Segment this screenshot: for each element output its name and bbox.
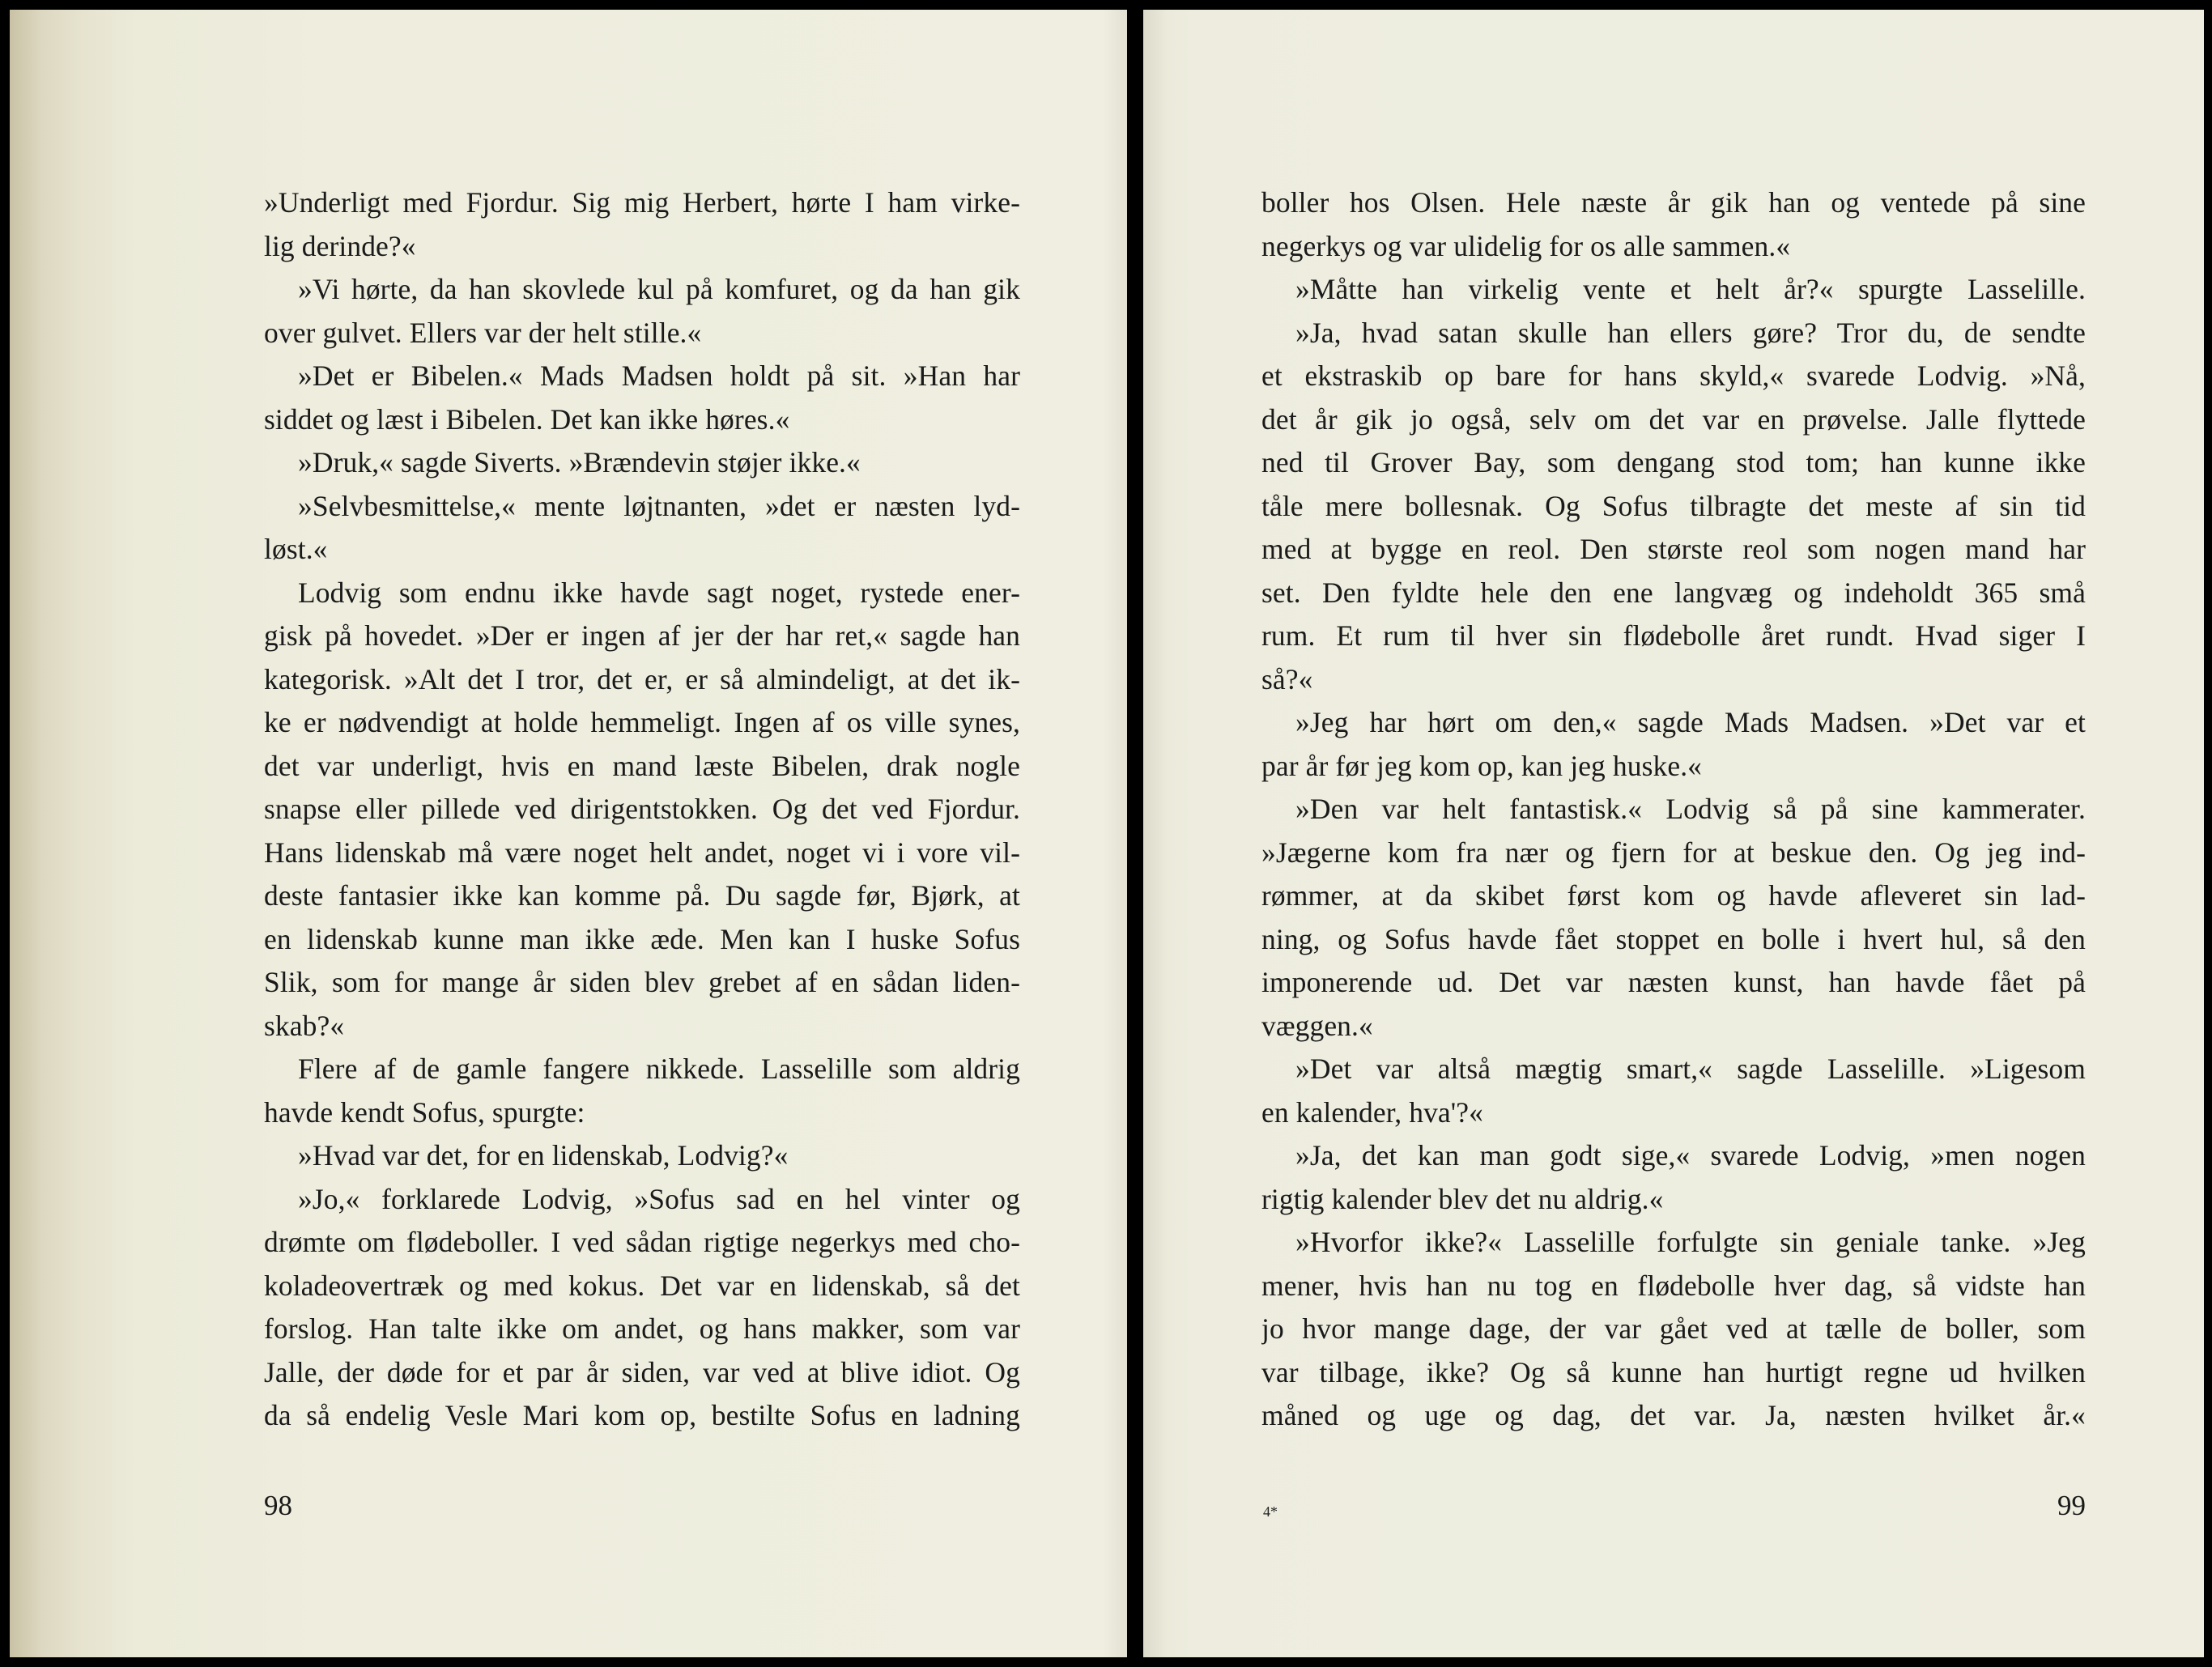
text-line: kategorisk. »Alt det I tror, det er, er så almindeligt, at det ik- <box>264 662 1020 695</box>
text-line: »Jeg har hørt om den,« sagde Mads Madsen. »Det var et <box>1295 706 2086 738</box>
text-line: »Hvorfor ikke?« Lasselille forfulgte sin geniale tanke. »Jeg <box>1295 1226 2086 1258</box>
text-line: lig derinde?« <box>264 229 416 262</box>
gutter-shadow <box>1143 10 1168 1657</box>
text-line: »Jægerne kom fra nær og fjern for at beskue den. Og jeg ind- <box>1261 836 2086 869</box>
left-page-text <box>264 181 1020 1438</box>
text-line: »Druk,« sagde Siverts. »Brændevin støjer ikke.« <box>298 446 861 478</box>
text-line: Jalle, der døde for et par år siden, var ved at blive idiot. Og <box>264 1355 1020 1388</box>
text-line: ned til Grover Bay, som dengang stod tom; han kunne ikke <box>1261 446 2086 478</box>
text-line: væggen.« <box>1261 1009 1373 1042</box>
text-line: forslog. Han talte ikke om andet, og hans makker, som var <box>264 1312 1020 1345</box>
text-line: mener, hvis han nu tog en flødebolle hver dag, så vidste han <box>1261 1269 2086 1302</box>
text-line: koladeovertræk og med kokus. Det var en lidenskab, så det <box>264 1269 1020 1302</box>
text-line: måned og uge og dag, det var. Ja, næsten hvilket år.« <box>1261 1399 2086 1431</box>
text-line: tåle mere bollesnak. Og Sofus tilbragte det meste af sin tid <box>1261 489 2086 522</box>
text-line: »Det er Bibelen.« Mads Madsen holdt på sit. »Han har <box>298 359 1020 392</box>
text-line: »Hvad var det, for en lidenskab, Lodvig?« <box>298 1139 789 1172</box>
text-line: »Ja, det kan man godt sige,« svarede Lodvig, »men nogen <box>1295 1139 2086 1172</box>
text-line: Flere af de gamle fangere nikkede. Lasselille som aldrig <box>298 1053 1020 1085</box>
text-line: drømte om flødeboller. I ved sådan rigtige negerkys med cho- <box>264 1226 1020 1258</box>
text-line: Hans lidenskab må være noget helt andet, noget vi i vore vil- <box>264 836 1020 869</box>
text-line: med at bygge en reol. Den største reol som nogen mand har <box>1261 533 2086 565</box>
text-line: ke er nødvendigt at holde hemmeligt. Ingen af os ville synes, <box>264 706 1020 738</box>
text-line: boller hos Olsen. Hele næste år gik han og ventede på sine <box>1261 186 2086 219</box>
text-line: havde kendt Sofus, spurgte: <box>264 1095 585 1129</box>
right-page-text <box>1261 181 2086 1438</box>
text-line: »Måtte han virkelig vente et helt år?« spurgte Lasselille. <box>1295 273 2086 305</box>
text-line: Lodvig som endnu ikke havde sagt noget, rystede ener- <box>298 576 1020 609</box>
text-line: jo hvor mange dage, der var gået ved at tælle de boller, som <box>1261 1312 2086 1345</box>
text-line: så?« <box>1261 662 1313 695</box>
text-line: rigtig kalender blev det nu aldrig.« <box>1261 1182 1664 1215</box>
signature-mark: 4* <box>1263 1503 1278 1520</box>
text-line: Slik, som for mange år siden blev grebet af en sådan liden- <box>264 966 1020 998</box>
text-line: gisk på hovedet. »Der er ingen af jer der har ret,« sagde han <box>264 619 1020 652</box>
text-line: negerkys og var ulidelig for os alle sammen.« <box>1261 229 1791 262</box>
text-line: »Ja, hvad satan skulle han ellers gøre? Tror du, de sendte <box>1295 316 2086 349</box>
text-line: da så endelig Vesle Mari kom op, bestilte Sofus en ladning <box>264 1399 1020 1431</box>
text-line: set. Den fyldte hele den ene langvæg og indeholdt 365 små <box>1261 576 2086 609</box>
text-line: »Det var altså mægtig smart,« sagde Lasselille. »Ligesom <box>1295 1053 2086 1085</box>
gutter-shadow <box>1103 10 1127 1657</box>
text-line: var tilbage, ikke? Og så kunne han hurtigt regne ud hvilken <box>1261 1355 2086 1388</box>
text-line: det år gik jo også, selv om det var en prøvelse. Jalle flyttede <box>1261 402 2086 436</box>
right-page <box>1143 10 2204 1657</box>
text-line: løst.« <box>264 533 328 565</box>
text-line: imponerende ud. Det var næsten kunst, han havde fået på <box>1261 966 2086 998</box>
text-line: snapse eller pillede ved dirigentstokken. Og det ved Fjordur. <box>264 793 1020 825</box>
page-number: 99 <box>2057 1490 2086 1521</box>
text-line: et ekstraskib op bare for hans skyld,« svarede Lodvig. »Nå, <box>1261 359 2086 392</box>
text-line: ning, og Sofus havde fået stoppet en bolle i hvert hul, så den <box>1261 922 2086 955</box>
text-line: rum. Et rum til hver sin flødebolle året rundt. Hvad siger I <box>1261 619 2086 652</box>
text-line: deste fantasier ikke kan komme på. Du sagde før, Bjørk, at <box>264 879 1020 912</box>
text-line: »Selvbesmittelse,« mente løjtnanten, »det er næsten lyd- <box>298 489 1020 522</box>
text-line: »Jo,« forklarede Lodvig, »Sofus sad en hel vinter og <box>298 1182 1020 1215</box>
text-line: »Vi hørte, da han skovlede kul på komfuret, og da han gik <box>298 273 1020 305</box>
text-line: »Underligt med Fjordur. Sig mig Herbert, hørte I ham virke- <box>264 186 1020 219</box>
text-line: siddet og læst i Bibelen. Det kan ikke høres.« <box>264 402 790 436</box>
text-line: en kalender, hva'?« <box>1261 1095 1483 1129</box>
text-line: par år før jeg kom op, kan jeg huske.« <box>1261 749 1703 782</box>
text-line: skab?« <box>264 1009 345 1042</box>
text-line: rømmer, at da skibet først kom og havde afleveret sin lad- <box>1261 879 2086 912</box>
page-number: 98 <box>264 1490 292 1521</box>
left-page <box>10 10 1127 1657</box>
text-line: det var underligt, hvis en mand læste Bibelen, drak nogle <box>264 749 1020 782</box>
text-line: »Den var helt fantastisk.« Lodvig så på sine kammerater. <box>1295 793 2086 825</box>
text-line: en lidenskab kunne man ikke æde. Men kan I huske Sofus <box>264 922 1020 955</box>
text-line: over gulvet. Ellers var der helt stille.« <box>264 316 702 349</box>
